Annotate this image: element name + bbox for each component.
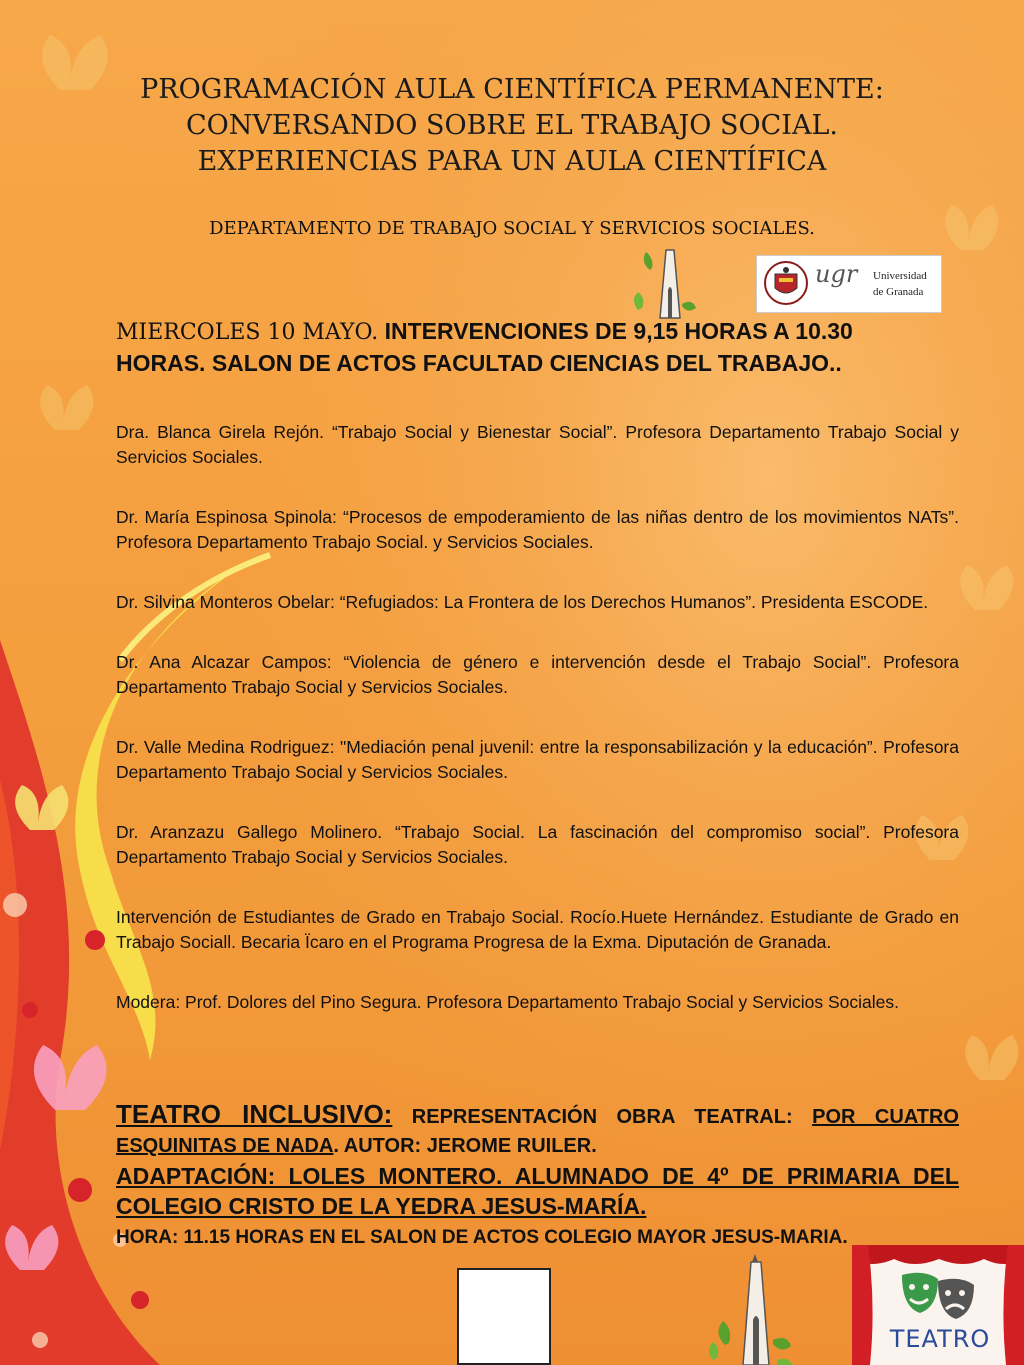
title-line: PROGRAMACIÓN AULA CIENTÍFICA PERMANENTE: [140, 74, 884, 105]
theater-heading: TEATRO INCLUSIVO: [116, 1099, 393, 1129]
page-title [60, 72, 964, 180]
theater-section [116, 1100, 959, 1251]
theater-time: HORA: 11.15 HORAS EN EL SALON DE ACTOS COLEGIO MAYOR JESUS-MARIA. [116, 1227, 848, 1248]
title-line: EXPERIENCIAS PARA UN AULA CIENTÍFICA [197, 146, 827, 177]
blank-box [457, 1268, 551, 1365]
event-details: INTERVENCIONES DE 9,15 HORAS A 10.30 HORAS. SALON DE ACTOS FACULTAD CIENCIAS DEL TRABAJO.. [116, 318, 853, 376]
event-day: MIERCOLES 10 MAYO. [116, 320, 379, 345]
play-title: POR CUATRO ESQUINITAS DE NADA [116, 1106, 959, 1157]
logo-name-line1: Universidad [873, 270, 927, 282]
list-item: Dr. Ana Alcazar Campos: “Violencia de género e intervención desde el Trabajo Social”. Profesora Departamento Trabajo Social y Servicios Sociales. [116, 652, 959, 697]
crest-icon [763, 260, 809, 306]
list-item: Dr. Valle Medina Rodriguez: "Mediación penal juvenil: entre la responsabilización y la educación”. Profesora Departamento Trabajo Social y Servicios Sociales. [116, 737, 959, 782]
theater-badge-label: TEATRO [889, 1325, 991, 1353]
play-author: . AUTOR: JEROME RUILER. [333, 1135, 597, 1157]
logo-mark: ugr [815, 260, 858, 288]
list-item: Dra. Blanca Girela Rejón. “Trabajo Social y Bienestar Social”. Profesora Departamento Trabajo Social y Servicios Sociales. [116, 422, 959, 467]
tower-icon [705, 1250, 805, 1365]
theater-intro: REPRESENTACIÓN OBRA TEATRAL: [392, 1106, 813, 1128]
list-item: Dr. María Espinosa Spinola: “Procesos de empoderamiento de las niñas dentro de los movimientos NATs”. Profesora Departamento Trabajo Social. y Servicios Sociales. [116, 507, 959, 552]
list-item: Dr. Silvina Monteros Obelar: “Refugiados: La Frontera de los Derechos Humanos”. Presidenta ESCODE. [116, 592, 929, 612]
tower-icon [630, 240, 710, 320]
list-item: Intervención de Estudiantes de Grado en Trabajo Social. Rocío.Huete Hernández. Estudiante de Grado en Trabajo Sociall. Becaria Ïcaro en el Programa Progresa de la Exma. Diputación de Granada. [116, 907, 959, 952]
university-logo [756, 255, 942, 313]
adaptation-text: ADAPTACIÓN: LOLES MONTERO. ALUMNADO DE 4º DE PRIMARIA DEL COLEGIO CRISTO DE LA YEDRA JESUS-MARÍA. [116, 1163, 959, 1219]
event-heading [116, 316, 906, 378]
title-line: CONVERSANDO SOBRE EL TRABAJO SOCIAL. [186, 110, 838, 141]
logo-name-line2: de Granada [873, 286, 924, 298]
list-item: Dr. Aranzazu Gallego Molinero. “Trabajo Social. La fascinación del compromiso social”. Profesora Departamento Trabajo Social y Servicios Sociales. [116, 822, 959, 867]
theater-title-line [116, 1100, 959, 1161]
department-heading: DEPARTAMENTO DE TRABAJO SOCIAL Y SERVICIOS SOCIALES. [209, 218, 815, 239]
list-item: Modera: Prof. Dolores del Pino Segura. Profesora Departamento Trabajo Social y Servicios Sociales. [116, 992, 900, 1012]
speaker-list [116, 420, 959, 1050]
